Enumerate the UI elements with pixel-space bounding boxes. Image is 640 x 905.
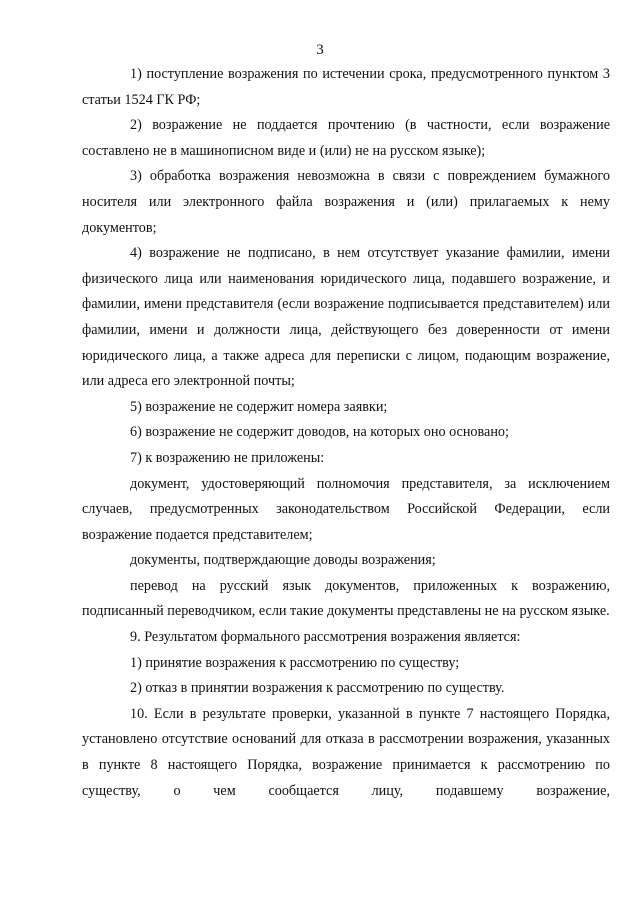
paragraph-item-2: 2) возражение не поддается прочтению (в частности, если возражение составлено не в машинописном виде и (или) не на русском языке); — [82, 117, 610, 159]
paragraph-item-7: 7) к возражению не приложены: — [130, 449, 325, 466]
paragraph-section-9: 9. Результатом формального рассмотрения возражения является: — [130, 629, 521, 646]
page-number: 3 — [316, 42, 324, 58]
paragraph-item-3: 3) обработка возражения невозможна в связи с повреждением бумажного носителя или электронного файла возражения и (или) прилагаемых к нему документов; — [82, 168, 610, 236]
paragraph-item-4: 4) возражение не подписано, в нем отсутствует указание фамилии, имени физического лица или наименования юридического лица, подавшего возражение, и фамилии, имени представителя (если возражение подписывается представителем) или фамилии, имени и должности лица, действующего без доверенности от имени юридического лица, а также адреса для переписки с лицом, подающим возражение, или адреса его электронной почты; — [82, 245, 610, 390]
paragraph-attachment-power-of-attorney: документ, удостоверяющий полномочия представителя, за исключением случаев, предусмотренных законодательством Российской Федерации, если возражение подается представителем; — [82, 475, 610, 543]
paragraph-section-9-item-1: 1) принятие возражения к рассмотрению по существу; — [130, 654, 460, 671]
paragraph-section-9-item-2: 2) отказ в принятии возражения к рассмотрению по существу. — [130, 680, 505, 697]
paragraph-item-1: 1) поступление возражения по истечении срока, предусмотренного пунктом 3 статьи 1524 ГК РФ; — [82, 66, 610, 108]
paragraph-item-6: 6) возражение не содержит доводов, на которых оно основано; — [130, 424, 509, 441]
paragraph-attachment-supporting-docs: документы, подтверждающие доводы возражения; — [130, 552, 436, 569]
paragraph-attachment-translation: перевод на русский язык документов, приложенных к возражению, подписанный переводчиком, если такие документы представлены не на русском языке. — [82, 577, 610, 620]
paragraph-item-5: 5) возражение не содержит номера заявки; — [130, 398, 388, 415]
paragraph-section-10: 10. Если в результате проверки, указанной в пункте 7 настоящего Порядка, установлено отсутствие оснований для отказа в рассмотрении возражения, указанных в пункте 8 настоящего Порядка, возражение принимается к рассмотрению по существу, о чем сообщается лицу, подавшему возражение, — [82, 705, 610, 799]
document-body — [82, 62, 610, 804]
